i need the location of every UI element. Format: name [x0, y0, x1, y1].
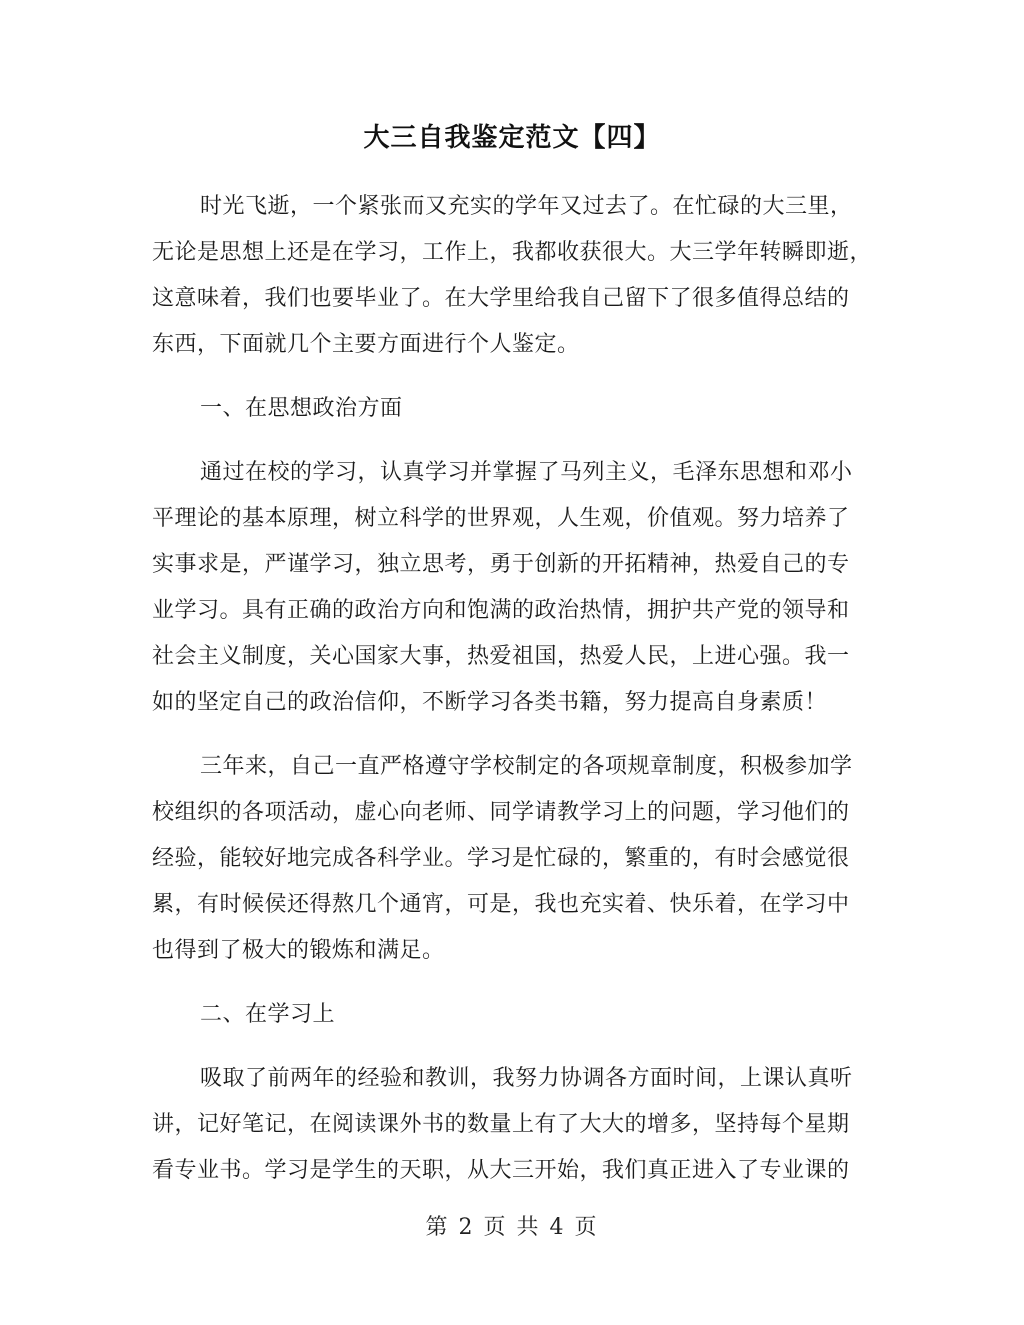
text-line: 实事求是，严谨学习，独立思考，勇于创新的开拓精神，热爱自己的专 [152, 552, 850, 577]
text-line: 东西，下面就几个主要方面进行个人鉴定。 [152, 332, 580, 357]
paragraph-politics [152, 450, 876, 726]
text-line: 也得到了极大的锻炼和满足。 [152, 938, 445, 963]
paragraph-intro [152, 184, 876, 368]
text-line: 平理论的基本原理，树立科学的世界观，人生观，价值观。努力培养了 [152, 506, 850, 531]
section-heading-study: 二、在学习上 [200, 1002, 336, 1027]
text-line: 业学习。具有正确的政治方向和饱满的政治热情，拥护共产党的领导和 [152, 598, 850, 623]
text-line: 吸取了前两年的经验和教训，我努力协调各方面时间，上课认真听 [200, 1066, 853, 1091]
text-line: 看专业书。学习是学生的天职，从大三开始，我们真正进入了专业课的 [152, 1158, 850, 1183]
document-title: 大三自我鉴定范文【四】 [363, 123, 661, 153]
text-line: 社会主义制度，关心国家大事，热爱祖国，热爱人民，上进心强。我一 [152, 644, 850, 669]
section-heading-politics: 一、在思想政治方面 [200, 396, 403, 421]
text-line: 如的坚定自己的政治信仰，不断学习各类书籍，努力提高自身素质！ [152, 690, 828, 715]
text-line: 经验，能较好地完成各科学业。学习是忙碌的，繁重的，有时会感觉很 [152, 846, 850, 871]
page-footer: 第 2 页 共 4 页 [425, 1215, 599, 1240]
text-line: 通过在校的学习，认真学习并掌握了马列主义，毛泽东思想和邓小 [200, 460, 853, 485]
text-line: 无论是思想上还是在学习，工作上，我都收获很大。大三学年转瞬即逝， [152, 240, 873, 265]
text-line: 时光飞逝，一个紧张而又充实的学年又过去了。在忙碌的大三里， [200, 194, 853, 219]
document-body [152, 184, 876, 1212]
text-line: 这意味着，我们也要毕业了。在大学里给我自己留下了很多值得总结的 [152, 286, 850, 311]
paragraph-discipline [152, 744, 876, 974]
text-line: 讲，记好笔记，在阅读课外书的数量上有了大大的增多，坚持每个星期 [152, 1112, 850, 1137]
text-line: 三年来，自己一直严格遵守学校制定的各项规章制度，积极参加学 [200, 754, 853, 779]
paragraph-study [152, 1056, 876, 1194]
text-line: 累，有时候侯还得熬几个通宵，可是，我也充实着、快乐着，在学习中 [152, 892, 850, 917]
text-line: 校组织的各项活动，虚心向老师、同学请教学习上的问题，学习他们的 [152, 800, 850, 825]
